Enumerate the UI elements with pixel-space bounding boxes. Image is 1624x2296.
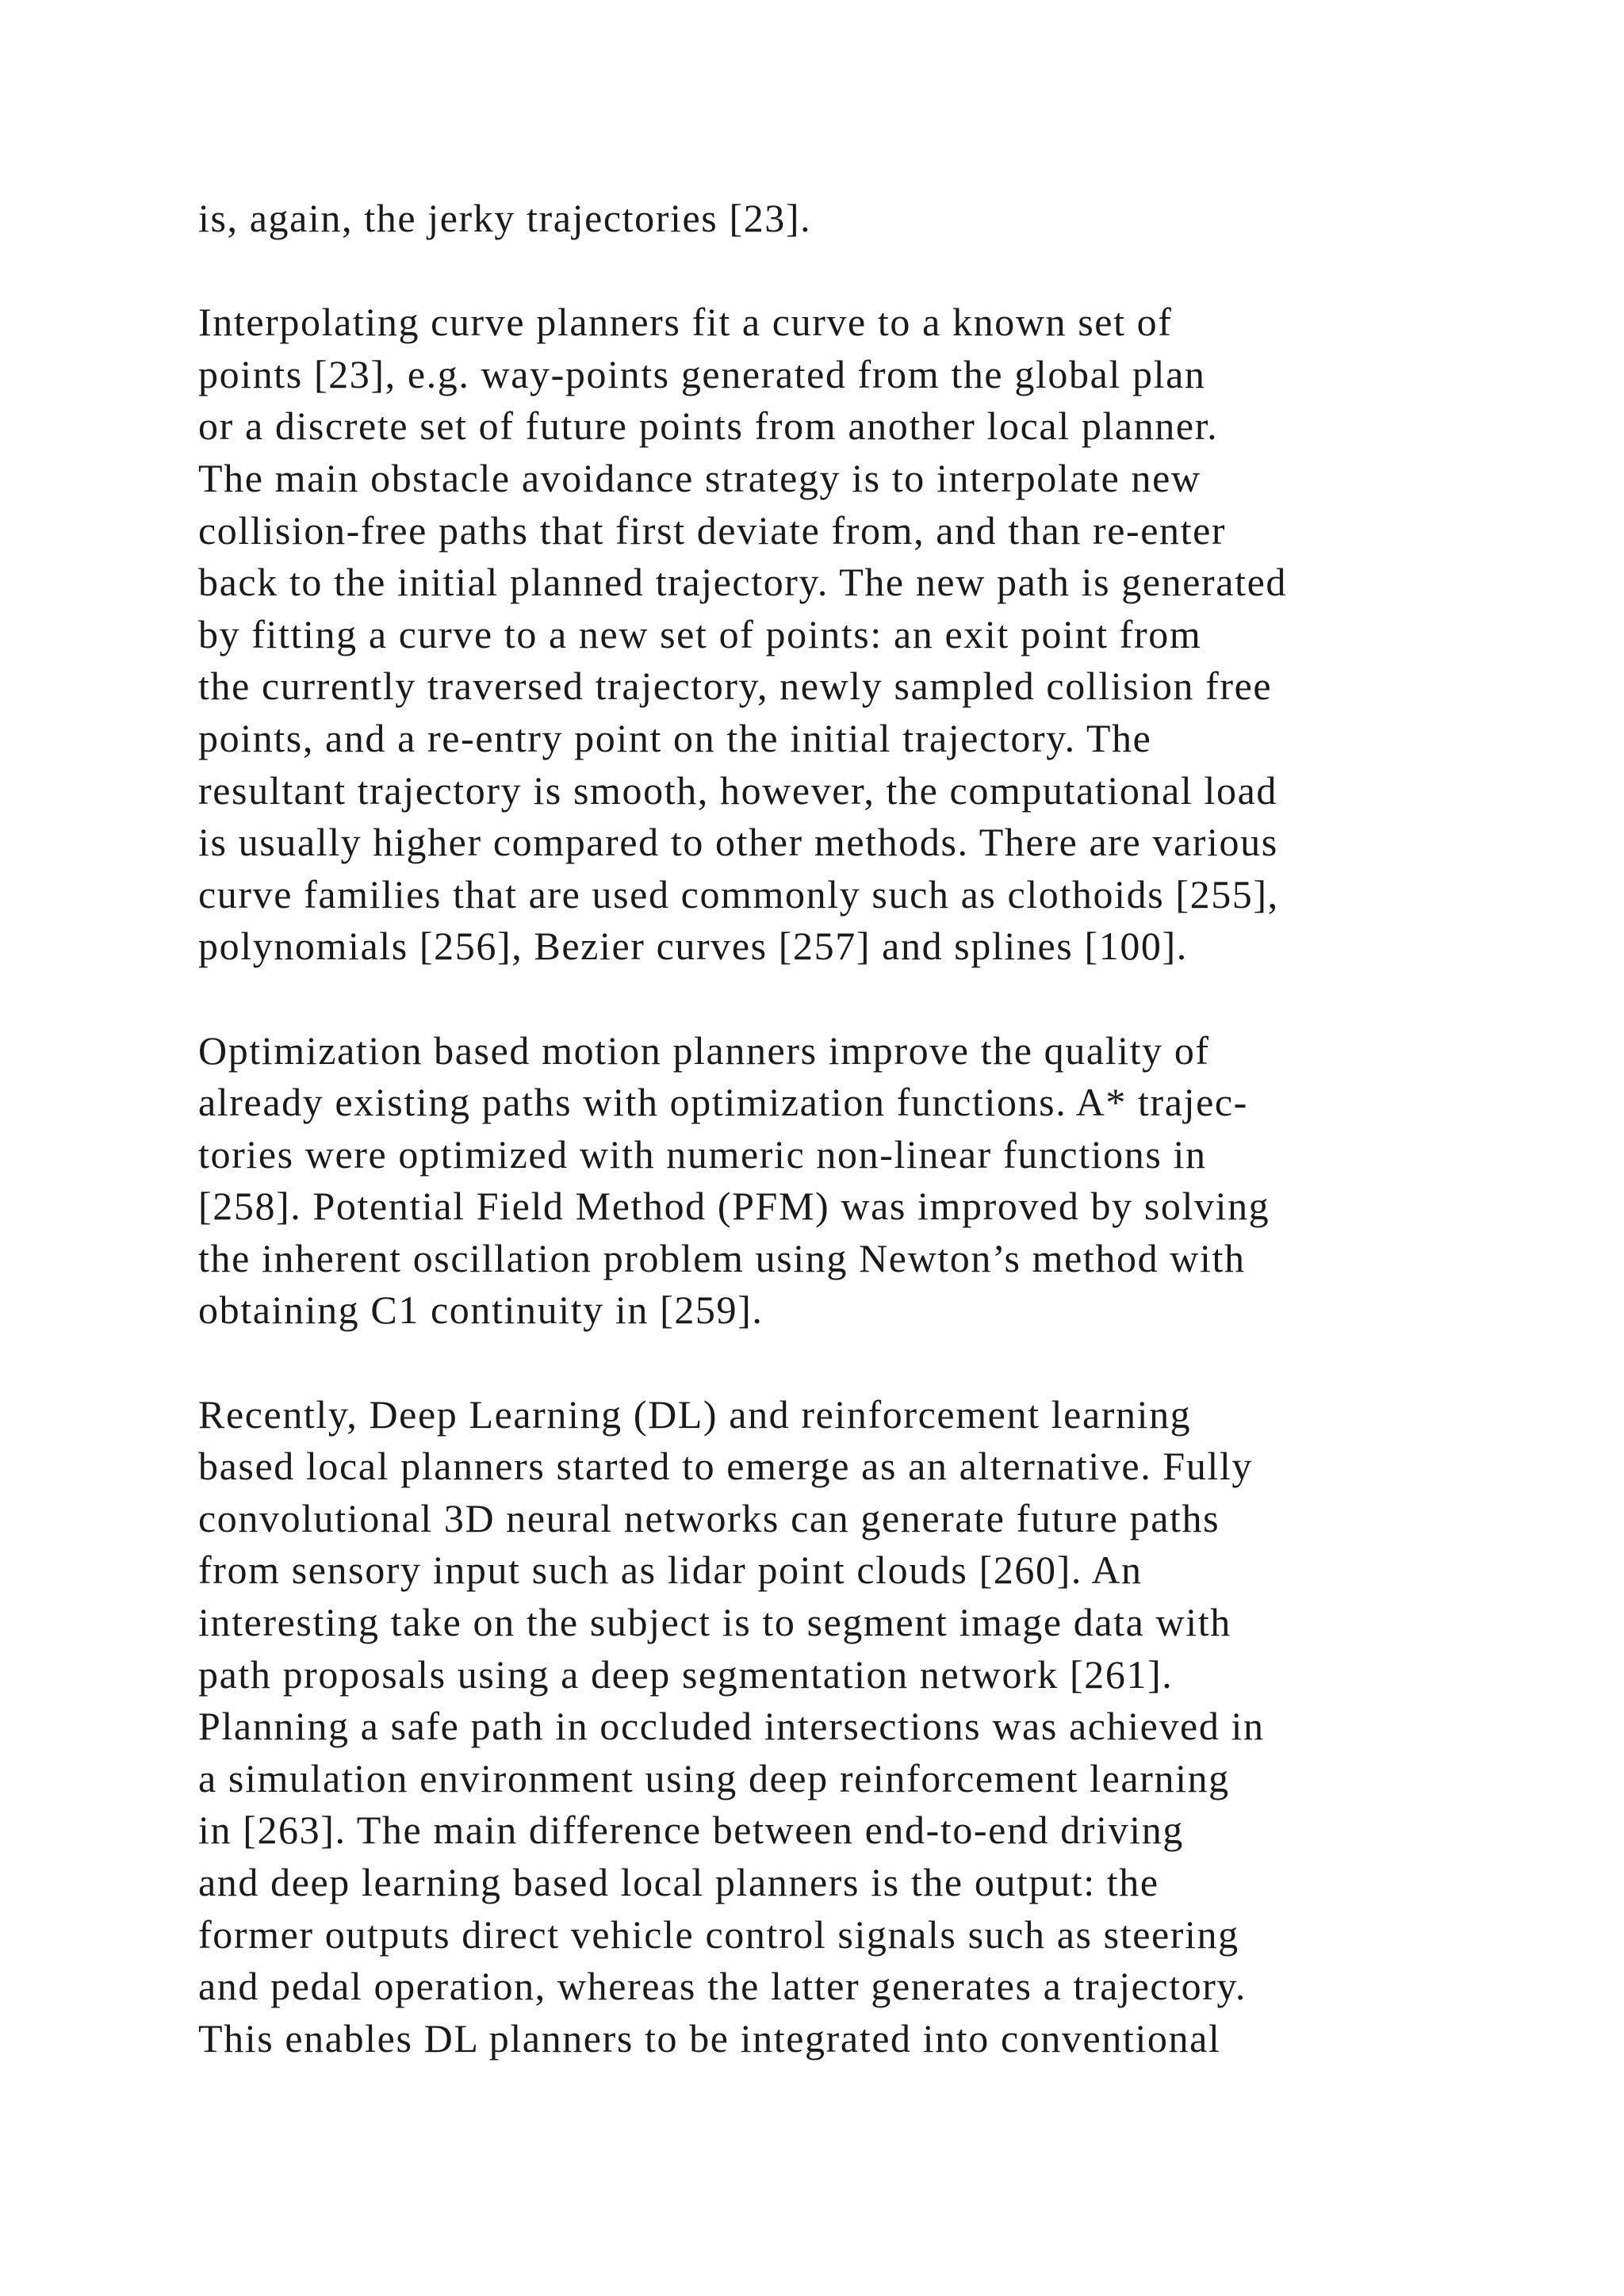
text-line: back to the initial planned trajectory. The new path is generated (198, 560, 1287, 605)
text-line: resultant trajectory is smooth, however, the computational load (198, 767, 1277, 813)
text-line: and pedal operation, whereas the latter generates a trajectory. (198, 1964, 1247, 2009)
text-line: tories were optimized with numeric non-linear functions in (198, 1131, 1207, 1177)
text-line: Planning a safe path in occluded intersections was achieved in (198, 1704, 1265, 1749)
text-line: by fitting a curve to a new set of points: an exit point from (198, 611, 1202, 656)
text-line: polynomials [256], Bezier curves [257] and splines [100]. (198, 924, 1188, 969)
paragraph (198, 1389, 1610, 2065)
text-line: points, and a re-entry point on the initial trajectory. The (198, 715, 1152, 760)
paragraph (198, 193, 1610, 245)
text-line: [258]. Potential Field Method (PFM) was improved by solving (198, 1184, 1270, 1229)
text-line: in [263]. The main difference between end-to-end driving (198, 1808, 1184, 1853)
text-line: Optimization based motion planners improve the quality of (198, 1027, 1210, 1073)
text-line: Recently, Deep Learning (DL) and reinforcement learning (198, 1391, 1192, 1437)
text-line: already existing paths with optimization functions. A* trajec- (198, 1080, 1248, 1125)
text-line: the currently traversed trajectory, newly sampled collision free (198, 664, 1273, 709)
text-line: the inherent oscillation problem using Newton’s method with (198, 1235, 1246, 1280)
text-line: or a discrete set of future points from another local planner. (198, 404, 1219, 449)
text-line: former outputs direct vehicle control signals such as steering (198, 1911, 1239, 1957)
text-line: interesting take on the subject is to segment image data with (198, 1600, 1231, 1645)
text-line: This enables DL planners to be integrated into conventional (198, 2015, 1221, 2061)
text-line: obtaining C1 continuity in [259]. (198, 1288, 764, 1333)
text-line: curve families that are used commonly such as clothoids [255], (198, 871, 1279, 916)
text-line: Interpolating curve planners fit a curve to a known set of (198, 300, 1173, 345)
text-line: based local planners started to emerge as an alternative. Fully (198, 1444, 1253, 1489)
text-line: and deep learning based local planners is the output: the (198, 1860, 1159, 1904)
text-line: from sensory input such as lidar point clouds [260]. An (198, 1548, 1143, 1593)
text-line: collision-free paths that first deviate from, and than re-enter (198, 507, 1227, 553)
paragraph (198, 1025, 1610, 1337)
text-line: points [23], e.g. way-points generated from the global plan (198, 351, 1206, 396)
text-line: convolutional 3D neural networks can generate future paths (198, 1495, 1220, 1540)
text-line: is usually higher compared to other methods. There are various (198, 820, 1278, 865)
body-text (198, 193, 1610, 2117)
paragraph (198, 297, 1610, 973)
text-line: a simulation environment using deep reinforcement learning (198, 1755, 1230, 1800)
text-line: path proposals using a deep segmentation network [261]. (198, 1651, 1174, 1697)
text-line: is, again, the jerky trajectories [23]. (198, 196, 812, 240)
text-line: The main obstacle avoidance strategy is to interpolate new (198, 455, 1201, 500)
